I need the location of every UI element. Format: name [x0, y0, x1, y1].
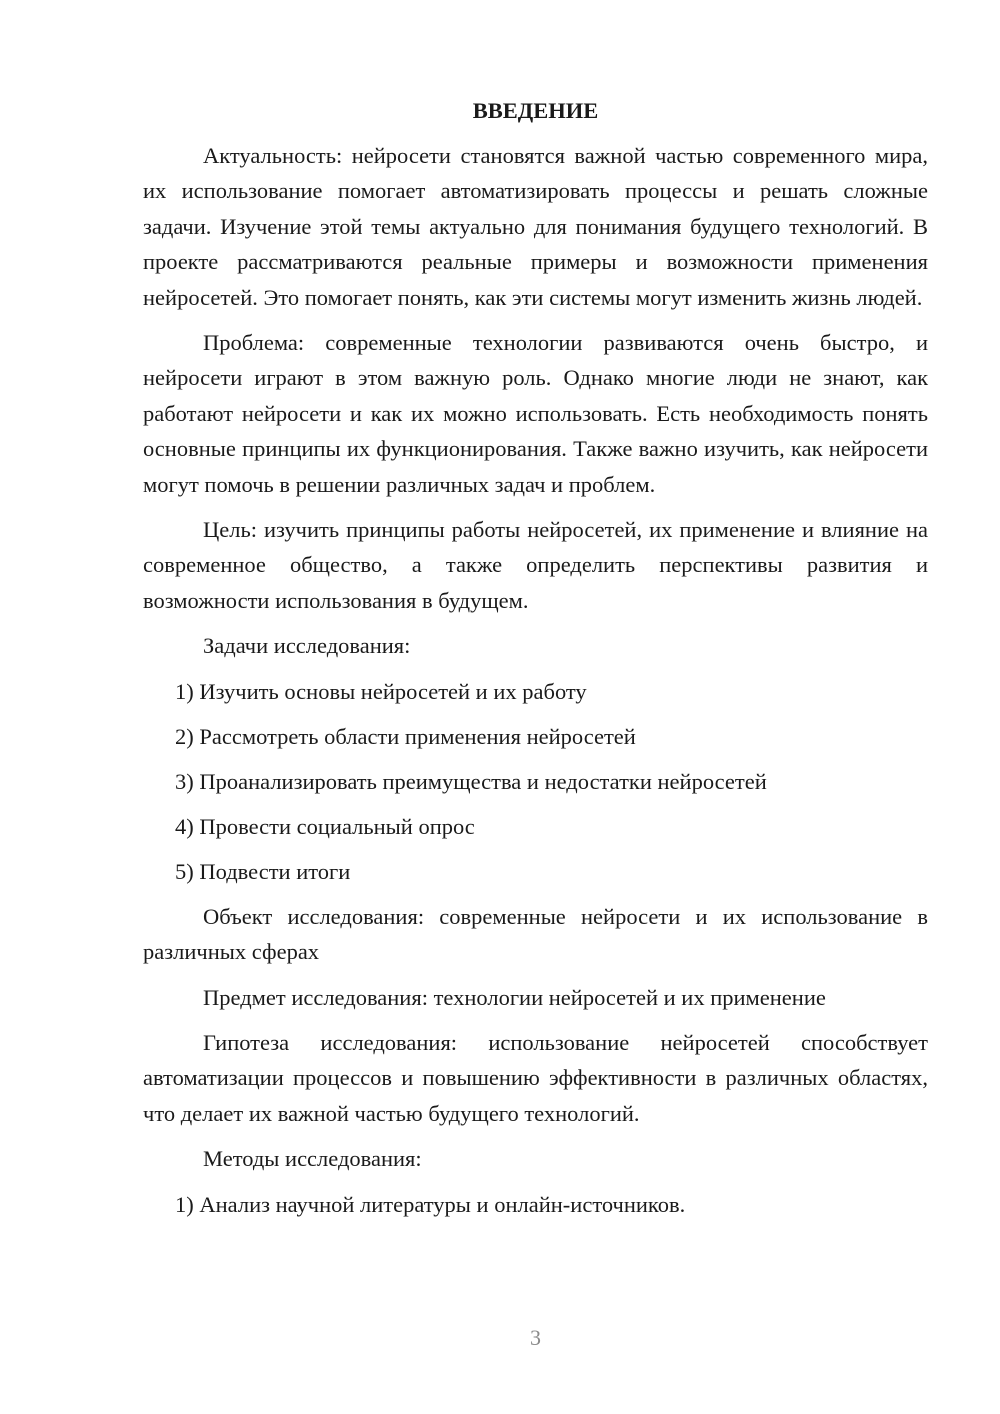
- page-content: [143, 94, 928, 1232]
- list-item-task-4: 4) Провести социальный опрос: [175, 813, 475, 839]
- list-item-task-2: 2) Рассмотреть области применения нейросетей: [175, 723, 636, 749]
- paragraph-subject: Предмет исследования: технологии нейросетей и их применение: [203, 984, 826, 1010]
- paragraph-object: Объект исследования: современные нейросети и их использование в различных сферах: [143, 903, 928, 965]
- page-title: ВВЕДЕНИЕ: [472, 98, 599, 123]
- methods-list: [143, 1187, 928, 1222]
- tasks-heading: Задачи исследования:: [203, 633, 411, 659]
- paragraph-hypothesis: Гипотеза исследования: использование нейросетей способствует автоматизации процессов и повышению эффективности в различных областях, что делает их важной частью будущего технологий.: [143, 1029, 928, 1126]
- list-item-task-5: 5) Подвести итоги: [175, 858, 351, 884]
- methods-heading: Методы исследования:: [203, 1146, 422, 1172]
- page-number: 3: [530, 1325, 541, 1350]
- tasks-list: [143, 674, 928, 889]
- list-item-method-1: 1) Анализ научной литературы и онлайн-источников.: [175, 1191, 686, 1217]
- list-item-task-1: 1) Изучить основы нейросетей и их работу: [175, 678, 587, 704]
- paragraph-goal: Цель: изучить принципы работы нейросетей, их применение и влияние на современное общество, а также определить перспективы развития и возможности использования в будущем.: [143, 517, 928, 613]
- list-item-task-3: 3) Проанализировать преимущества и недостатки нейросетей: [175, 768, 767, 794]
- paragraph-relevance: Актуальность: нейросети становятся важной частью современного мира, их использование помогает автоматизировать процессы и решать сложные задачи. Изучение этой темы актуально для понимания будущего технологий. В проекте рассматриваются реальные примеры и возможности применения нейросетей. Это помогает понять, как эти системы могут изменить жизнь людей.: [143, 143, 928, 310]
- paragraph-problem: Проблема: современные технологии развиваются очень быстро, и нейросети играют в этом важную роль. Однако многие люди не знают, как работают нейросети и как их можно использовать. Есть необходимость понять основные принципы их функционирования. Также важно изучить, как нейросети могут помочь в решении различных задач и проблем.: [143, 330, 928, 497]
